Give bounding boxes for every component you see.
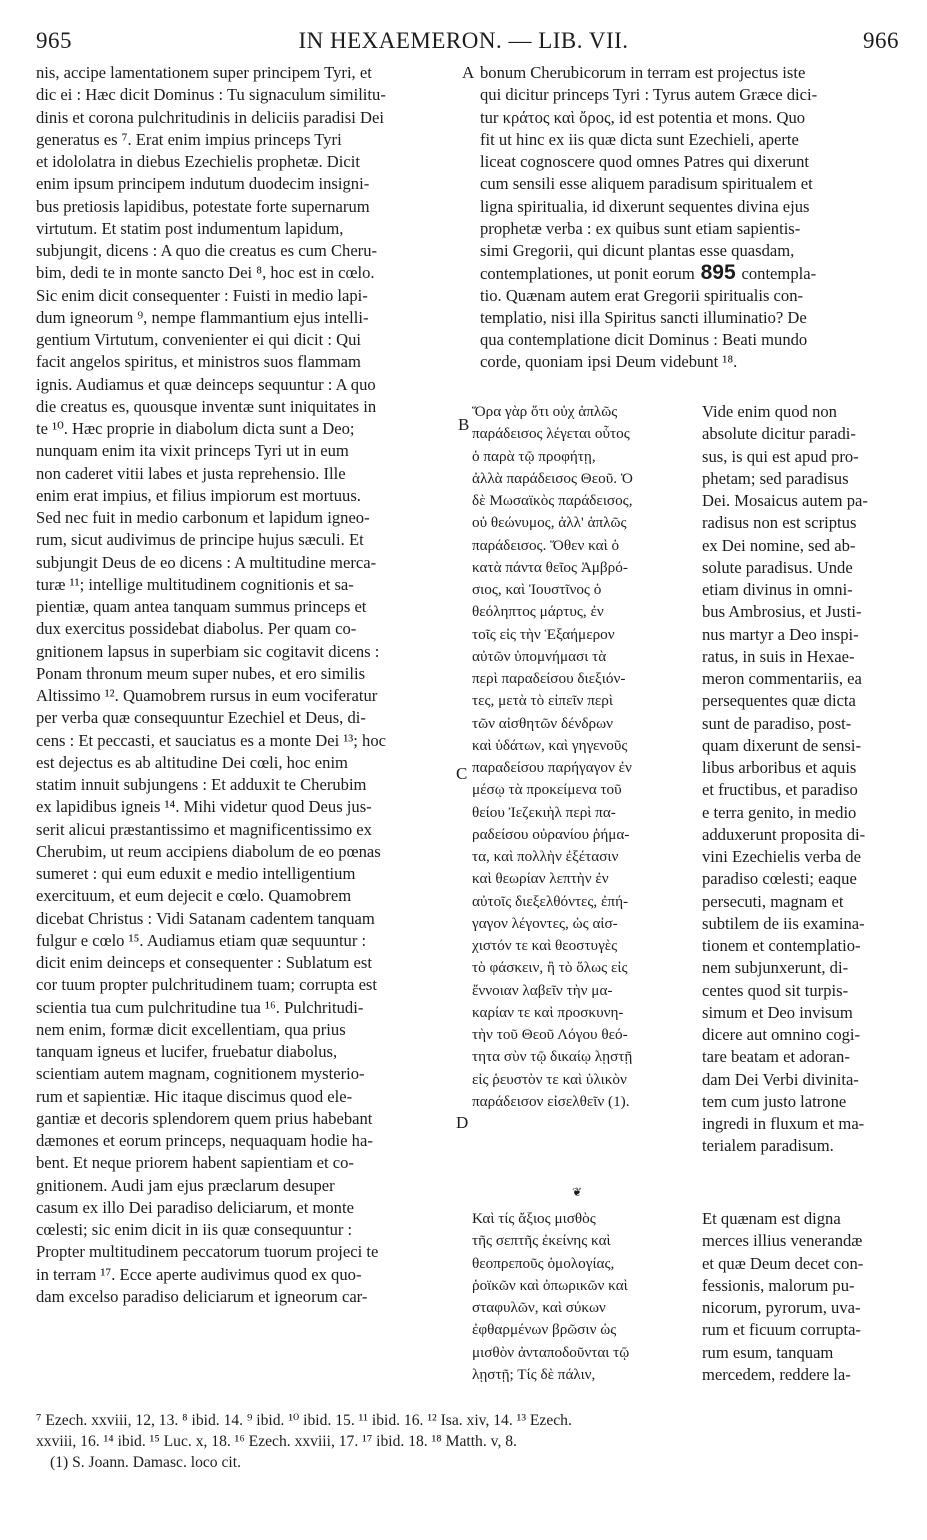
greek-line: τῆς σεπτῆς ἐκείνης καὶ [472,1232,611,1250]
text-line: serit alicui præstantissimo et magnificentissimo ex [36,819,372,839]
greek-line: τῶν αἰσθητῶν δένδρων [472,714,613,732]
greek-line: θεόληπτος μάρτυς, ἐν [472,603,604,621]
text-line: gnitionem lapsus in superbiam sic cogitavit dicens : [36,641,380,661]
margin-letter-c: C [456,764,468,783]
text-line: simi Gregorii, qui dicunt plantas esse quasdam, [480,241,795,260]
latin-text-left-column [36,62,456,1308]
text-line: tem cum justo latrone [702,1091,847,1111]
text-line: dum igneorum ⁹, nempe flammantium ejus intelli- [36,307,369,327]
text-line: tionem et contemplatio- [702,936,861,955]
text-line: bus Ambrosius, et Justi- [702,602,862,622]
latin-translation-block-2 [702,1208,898,1386]
greek-line: καρίαν τε καὶ προσκυνη- [472,1003,624,1021]
greek-line: σιος, καὶ Ἰουστῖνος ὁ [472,581,602,598]
greek-line: παράδεισον εἰσελθεῖν (1). [472,1092,630,1110]
text-line: contemplationes, ut ponit eorum 895 contempla- [480,261,817,285]
text-line: dicere aut omnino cogi- [702,1025,861,1044]
text-line: pientiæ, quam antea tanquam summus princeps et [36,597,367,616]
text-line: ingredi in fluxum et ma- [702,1114,865,1133]
text-line: est dejectus es ab altitudine Dei cœli, hoc enim [36,752,348,772]
text-line: bus pretiosis lapidibus, potestate forte supernarum [36,196,370,216]
text-line: cœlesti; sic enim dicit in iis quæ consequuntur : [36,1220,353,1239]
text-line-tail: contempla- [741,264,817,284]
text-line: dinis et corona pulchritudinis in deliciis paradisi Dei [36,107,384,127]
greek-line: τα, καὶ πολλὴν ἐξέτασιν [472,848,619,865]
text-line: persequentes quæ dicta [702,691,856,711]
text-line: Altissimo ¹². Quamobrem rursus in eum vociferatur [36,686,378,705]
text-line: tio. Quænam autem erat Gregorii spiritualis con- [480,285,804,305]
greek-line: αὐτῶν ὑπομνήμασι τὰ [472,647,607,665]
greek-line: τὴν τοῦ Θεοῦ Λόγου θεό- [472,1026,628,1043]
greek-line: οὐ θεώνυμος, ἀλλ' ἁπλῶς [472,514,627,532]
greek-line: λῃστῇ; Τίς δὲ πάλιν, [472,1365,596,1383]
greek-line: καὶ ὑδάτων, καὶ γηγενοῦς [472,736,628,754]
text-line: sumeret : qui eum eduxit e medio intelligentium [36,864,356,883]
text-line: nem subjunxerunt, di- [702,958,849,978]
text-line: nem enim, formæ dicit excellentiam, qua prius [36,1019,346,1039]
text-line: terialem paradisum. [702,1136,834,1156]
text-line: sus, is qui est apud pro- [702,446,859,466]
text-line: ex Dei nomine, sed ab- [702,535,856,555]
text-line: generatus es ⁷. Erat enim impius princeps Tyri [36,129,342,149]
text-line: dam excelso paradiso deliciarum et igneorum car- [36,1286,368,1306]
text-line: rum et sapientiæ. Hic itaque discimus quod ele- [36,1086,353,1106]
text-line: et idololatra in diebus Ezechielis prophetæ. Dicit [36,152,360,171]
greek-line: μέσῳ τὰ προκείμενα τοῦ [472,781,622,799]
text-line: dam Dei Verbi divinita- [702,1069,859,1089]
text-line: ligna spiritualia, id dixerunt sequentes divina ejus [480,196,810,216]
latin-translation-block-1 [702,401,898,1158]
text-line: liceat cognoscere quod omnes Patres qui dixerunt [480,152,810,171]
text-line: adduxerunt proposita di- [702,824,866,844]
greek-line: τητα σὺν τῷ δικαίῳ λῃστῇ [472,1048,633,1066]
ornament: ❦ [572,1185,583,1199]
text-line: tanquam igneus et lucifer, fruebatur diabolus, [36,1042,338,1061]
text-line: dicit enim deinceps et consequenter : Sublatum est [36,953,372,972]
greek-line: θείου Ἰεζεκιὴλ περὶ πα- [472,803,616,821]
margin-letter-d: D [456,1113,469,1132]
text-line: statim innuit subjungens : Et adduxit te Cherubim [36,775,367,794]
greek-line: δὲ Μωσαϊκὸς παράδεισος, [472,492,633,509]
text-line: fulgur e cœlo ¹⁵. Audiamus etiam quæ sequuntur : [36,930,367,950]
running-title: IN HEXAEMERON. — LIB. VII. [298,28,629,53]
text-line: tur κράτος καὶ ὄρος, id est potentia et mons. Quo [480,107,806,127]
greek-line: Καὶ τίς ἄξιος μισθὸς [472,1210,596,1227]
text-line: e terra genito, in medio [702,802,857,822]
text-line: persecuti, magnam et [702,891,844,911]
text-line: et quæ Deum decet con- [702,1253,864,1273]
text-line: Vide enim quod non [702,402,837,421]
greek-line: ῥοϊκῶν καὶ ὀπωρικῶν καὶ [472,1276,628,1294]
greek-line: μισθὸν ἀνταποδοῦνται τῷ [472,1343,630,1361]
text-line: rum et ficuum corrupta- [702,1320,861,1340]
text-line: nicorum, pyrorum, uva- [702,1298,861,1317]
greek-line: τοῖς εἰς τὴν Ἑξαήμερον [472,625,615,643]
text-line: Sed nec fuit in medio carbonum et lapidum igneo- [36,508,370,527]
greek-line: αὐτοῖς διεξελθόντες, ἐπή- [472,892,629,910]
text-line: subjungit, dicens : A quo die creatus es cum Cheru- [36,241,378,260]
text-line: ex lapidibus igneis ¹⁴. Mihi videtur quod Deus jus- [36,797,372,817]
greek-line: τες, μετὰ τὸ εἰπεῖν περὶ [472,692,613,710]
greek-line: Ὅρα γὰρ ὅτι οὐχ ἁπλῶς [472,403,618,420]
text-line: virtutum. Et statim post indumentum lapidum, [36,218,344,238]
column-number: 895 [694,261,742,285]
text-line: dæmones et eorum princeps, nequaquam hodie ha- [36,1131,373,1150]
text-line: dic ei : Hæc dicit Dominus : Tu signaculum similitu- [36,85,386,105]
footnote-line-3: (1) S. Joann. Damasc. loco cit. [50,1454,241,1471]
greek-line: ὁ παρὰ τῷ προφήτῃ, [472,447,596,465]
greek-text-block-2 [472,1208,680,1386]
greek-line: ἀλλὰ παράδεισος Θεοῦ. Ὁ [472,469,633,487]
text-line: sunt de paradiso, post- [702,713,852,733]
text-line: enim erat impius, et filius impiorum est mortuus. [36,485,361,505]
text-line: subjungit Deus de eo dicens : A multitudine merca- [36,552,377,572]
page-number-left: 965 [36,28,72,53]
text-line: dux exercitus possidebat diabolus. Per quam co- [36,619,357,639]
greek-line: παραδείσου παρήγαγον ἐν [472,759,632,776]
text-line: nunquam enim ita vixit princeps Tyri ut in eum [36,441,349,461]
text-line: merces illius venerandæ [702,1231,863,1251]
greek-line: ἐφθαρμένων βρῶσιν ὡς [472,1321,617,1339]
text-line: phetam; sed paradisus [702,468,849,488]
greek-line: γαγον λέγοντες, ὡς αἰσ- [472,914,618,932]
text-line: simum et Deo invisum [702,1002,853,1022]
text-line: die creatus es, quousque inventæ sunt iniquitates in [36,396,377,416]
text-line: nus martyr a Deo inspi- [702,624,859,644]
text-line: gentium Virtutum, convenienter ei qui dicit : Qui [36,330,361,349]
text-line: Et quænam est digna [702,1209,841,1228]
text-line: cens : Et peccasti, et sauciatus es a monte Dei ¹³; hoc [36,730,387,750]
margin-letter-a: A [462,63,475,82]
text-line: qui dicitur princeps Tyri : Tyrus autem Græce dici- [480,85,818,105]
greek-line: τὸ φάσκειν, ἢ τὸ ὅλως εἰς [472,959,628,977]
greek-line: θεοπρεποῦς ὁμολογίας, [472,1254,615,1272]
greek-line: περὶ παραδείσου διεξιόν- [472,670,626,687]
text-line: cor tuum propter pulchritudinem tuam; corrupta est [36,975,377,995]
greek-line: σταφυλῶν, καὶ σύκων [472,1299,606,1316]
text-line: solute paradisus. Unde [702,557,853,577]
text-line: non caderet vitii labes et justa reprehensio. Ille [36,463,346,483]
text-line: cum sensili esse aliquem paradisum spiritualem et [480,174,813,194]
text-line: Propter multitudinem peccatorum tuorum projeci te [36,1242,379,1262]
text-line: scientiam autem magnam, cognitionem mysterio- [36,1064,365,1084]
text-line: corde, quoniam ipsi Deum videbunt ¹⁸. [480,352,738,372]
greek-line: καὶ θεωρίαν λεπτὴν ἐν [472,870,609,888]
text-line: ignis. Audiamus et quæ deinceps sequuntur : A quo [36,374,376,394]
text-line: scientia tua cum pulchritudine tua ¹⁶. Pulchritudi- [36,997,364,1017]
text-line: bonum Cherubicorum in terram est projectus iste [480,63,806,82]
text-line: enim ipsum principem indutum duodecim insigni- [36,174,370,194]
text-line: paradiso cœlesti; eaque [702,869,857,889]
text-line: nis, accipe lamentationem super principem Tyri, et [36,63,372,82]
text-line: te ¹⁰. Hæc proprie in diabolum dicta sunt a Deo; [36,419,355,438]
text-line: rum, sicut audivimus de principe hujus sæculi. Et [36,530,364,550]
text-line: Dei. Mosaicus autem pa- [702,491,868,510]
margin-letter-b: B [458,415,470,434]
text-line: absolute dicitur paradi- [702,424,856,444]
text-line: exercituum, et eum dejecit e cœlo. Quamobrem [36,886,352,906]
footnote-line-1: ⁷ Ezech. xxviii, 12, 13. ⁸ ibid. 14. ⁹ ibid. ¹⁰ ibid. 15. ¹¹ ibid. 16. ¹² Isa. xiv, 14. ¹³ Ezech. [36,1412,572,1429]
text-line: Cherubim, ut reum accipiens diabolum de eo pœnas [36,841,381,861]
text-line: etiam divinus in omni- [702,580,853,599]
text-line: tare beatam et adoran- [702,1047,850,1067]
greek-text-block-1 [472,401,680,1113]
text-line: libus arboribus et aquis [702,758,857,777]
latin-text-right-column [480,62,896,374]
text-line: turæ ¹¹; intellige multitudinem cognitionis et sa- [36,574,354,594]
text-line: et fructibus, et paradiso [702,780,858,800]
text-line: fessionis, malorum pu- [702,1275,855,1295]
text-line: casum ex illo Dei paradiso deliciarum, et monte [36,1197,354,1217]
greek-line: εἰς ῥευστὸν τε καὶ ὑλικὸν [472,1070,627,1088]
greek-line: κατὰ πάντα θεῖος Ἀμβρό- [472,558,628,576]
page-number-right: 966 [863,28,899,53]
greek-line: χιστόν τε καὶ θεοστυγὲς [472,937,618,954]
text-line: dicebat Christus : Vidi Satanam cadentem tanquam [36,908,375,928]
text-line: Ponam thronum meum super nubes, et ero similis [36,663,366,683]
text-line: Sic enim dicit consequenter : Fuisti in medio lapi- [36,285,368,305]
text-line: templatio, nisi illa Spiritus sancti illuminatio? De [480,307,807,327]
text-line: vini Ezechielis verba de [702,847,861,866]
text-line: radisus non est scriptus [702,513,857,533]
greek-line: παράδεισος λέγεται οὗτος [472,425,630,443]
text-line: mercedem, reddere la- [702,1364,851,1384]
text-line: fit ut hinc ex iis quæ dicta sunt Ezechieli, aperte [480,129,799,149]
text-line: subtilem de iis examina- [702,913,865,933]
footnote-line-2: xxviii, 16. ¹⁴ ibid. ¹⁵ Luc. x, 18. ¹⁶ Ezech. xxviii, 17. ¹⁷ ibid. 18. ¹⁸ Matth. v, 8. [36,1433,517,1450]
text-line: rum esum, tanquam [702,1342,834,1362]
greek-line: ραδείσου οὐρανίου ῥήμα- [472,825,630,843]
text-line: bim, dedi te in monte sancto Dei ⁸, hoc est in cœlo. [36,263,375,283]
text-line: per verba quæ consequuntur Ezechiel et Deus, di- [36,708,366,728]
text-line: ratus, in suis in Hexae- [702,646,855,666]
text-line: meron commentariis, ea [702,669,862,688]
text-line: quam dixerunt de sensi- [702,735,861,755]
text-line: prophetæ verba : ex quibus sunt etiam sapientis- [480,218,801,238]
text-line: gantiæ et decoris splendorem quem prius habebant [36,1108,373,1128]
text-line: bent. Et neque priorem habent sapientiam et co- [36,1153,354,1173]
text-line: qua contemplatione dicit Dominus : Beati mundo [480,330,808,349]
greek-line: ἔννοιαν λαβεῖν τὴν μα- [472,981,613,999]
text-line: facit angelos spiritus, et ministros suos flammam [36,352,361,372]
greek-line: παράδεισος. Ὅθεν καὶ ὁ [472,536,620,554]
text-line: centes quod sit turpis- [702,980,849,1000]
text-line: in terram ¹⁷. Ecce aperte audivimus quod ex quo- [36,1264,362,1284]
text-line: gnitionem. Audi jam ejus præclarum desuper [36,1175,335,1195]
